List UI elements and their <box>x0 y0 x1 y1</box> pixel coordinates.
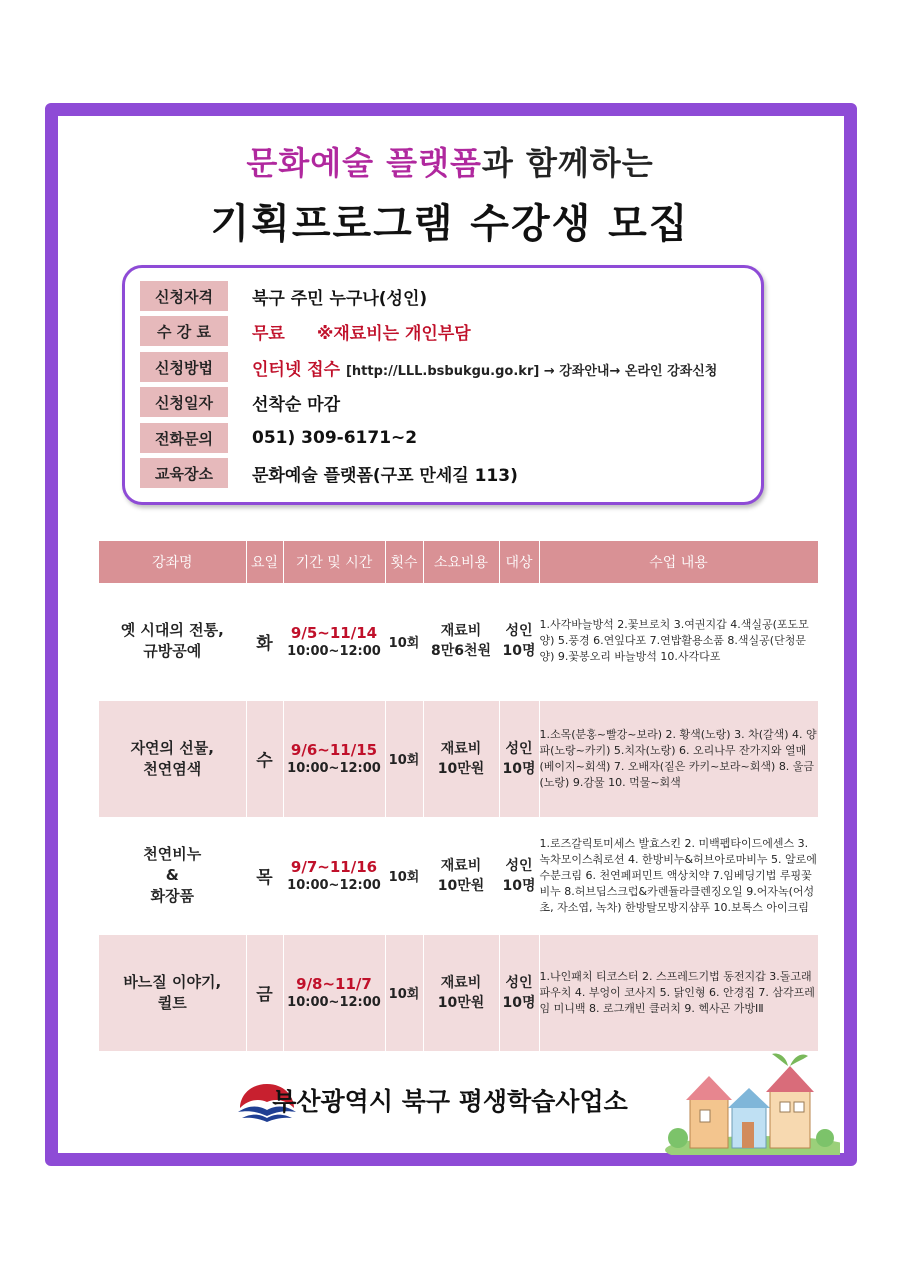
course-name-line: & <box>165 866 179 884</box>
info-value <box>252 355 717 380</box>
cost-line: 8만6천원 <box>430 643 492 660</box>
info-label: 신청자격 <box>140 281 228 311</box>
cost-line: 10만원 <box>437 994 485 1011</box>
col-header: 요일 <box>246 541 283 583</box>
course-date: 9/6~11/15 <box>290 741 378 759</box>
col-header: 대상 <box>499 541 539 583</box>
method-value: 인터넷 접수 <box>252 359 341 380</box>
course-name-line: 옛 시대의 전통, <box>120 621 224 640</box>
table-row <box>99 817 818 934</box>
title-highlight: 문화예술 플랫폼 <box>246 144 482 182</box>
course-time: 10:00~12:00 <box>287 761 381 776</box>
course-content: 1.나인패치 티코스터 2. 스프레드기법 동전지갑 3.돌고래 파우치 4. 부엉이 코사지 5. 닭인형 6. 안경집 7. 삼각프레임 미니백 8. 로그캐빈 클러치 9. 헥사곤 가방ⅠⅡ <box>539 934 818 1051</box>
course-cost <box>423 700 499 817</box>
info-value: 051) 309-6171~2 <box>252 428 418 448</box>
cost-line: 재료비 <box>440 857 482 874</box>
course-content: 1.사각바늘방석 2.꽃브로치 3.여권지갑 4.색실공(포도모양) 5.풍경 6.연잎다포 7.연밥활용소품 8.색실공(단청문양) 9.꽃봉오리 바늘방석 10.사각다포 <box>539 583 818 700</box>
houses-illustration-icon <box>660 1050 840 1155</box>
info-row-date <box>140 387 340 417</box>
course-content: 1.로즈갈릭토미세스 발효스킨 2. 미백펩타이드에센스 3.녹차모이스춰로션 4. 한방비누&허브아로마비누 5. 알로에수분크림 6. 천연페퍼민트 액상치약 7.임베딩기법 루핑꽃비누 8.허브딥스크럽&카렌듈라클렌징오일 9.어자녹(어성초, 자소엽, 녹차) 한방탈모방지샴푸 10.보톡스 아이크림 <box>539 817 818 934</box>
info-value: 북구 주민 누구나(성인) <box>252 288 428 309</box>
col-header: 횟수 <box>385 541 423 583</box>
course-time: 10:00~12:00 <box>287 878 381 893</box>
info-label: 신청일자 <box>140 387 228 417</box>
course-cost <box>423 583 499 700</box>
title-rest: 과 함께하는 <box>481 144 654 182</box>
course-cost <box>423 934 499 1051</box>
course-name-line: 자연의 선물, <box>130 738 214 757</box>
course-period <box>283 700 385 817</box>
info-value <box>252 319 471 344</box>
course-name <box>99 583 246 700</box>
cost-line: 10만원 <box>437 760 485 777</box>
course-count: 10회 <box>385 817 423 934</box>
course-table <box>99 541 819 1052</box>
fee-note: ※재료비는 개인부담 <box>316 323 471 344</box>
course-day: 수 <box>246 700 283 817</box>
table-row <box>99 700 818 817</box>
info-label: 전화문의 <box>140 423 228 453</box>
course-target <box>499 700 539 817</box>
target-line: 성인 <box>505 623 533 640</box>
course-date: 9/7~11/16 <box>290 858 378 876</box>
course-name-line: 퀼트 <box>157 993 187 1012</box>
target-line: 성인 <box>505 974 533 991</box>
info-value: 문화예술 플랫폼(구포 만세길 113) <box>252 465 518 486</box>
cost-line: 재료비 <box>440 623 482 640</box>
course-target <box>499 583 539 700</box>
course-day: 화 <box>246 583 283 700</box>
target-line: 성인 <box>505 857 533 874</box>
course-date: 9/8~11/7 <box>296 975 372 993</box>
fee-value: 무료 <box>252 323 285 344</box>
footer-org: 부산광역시 북구 평생학습사업소 <box>272 1087 628 1116</box>
table-header-row <box>99 541 818 583</box>
course-period <box>283 583 385 700</box>
info-label: 교육장소 <box>140 458 228 488</box>
target-line: 10명 <box>502 877 536 894</box>
course-name <box>99 934 246 1051</box>
info-row-phone <box>140 423 417 453</box>
title-line-2: 기획프로그램 수강생 모집 <box>210 201 690 247</box>
target-line: 10명 <box>502 760 536 777</box>
info-label: 신청방법 <box>140 352 228 382</box>
course-count: 10회 <box>385 934 423 1051</box>
table-row <box>99 583 818 700</box>
course-period <box>283 817 385 934</box>
course-day: 목 <box>246 817 283 934</box>
course-name <box>99 700 246 817</box>
col-header: 수업 내용 <box>539 541 818 583</box>
target-line: 10명 <box>502 643 536 660</box>
course-name <box>99 817 246 934</box>
course-count: 10회 <box>385 583 423 700</box>
col-header: 기간 및 시간 <box>283 541 385 583</box>
course-target <box>499 934 539 1051</box>
info-label: 수 강 료 <box>140 316 228 346</box>
target-line: 성인 <box>505 740 533 757</box>
course-count: 10회 <box>385 700 423 817</box>
info-value: 선착순 마감 <box>252 394 341 415</box>
table-row <box>99 934 818 1051</box>
col-header: 소요비용 <box>423 541 499 583</box>
cost-line: 10만원 <box>437 877 485 894</box>
info-row-eligibility <box>140 281 427 311</box>
course-cost <box>423 817 499 934</box>
title-line-1 <box>0 138 900 184</box>
course-name-line: 천연염색 <box>143 759 202 778</box>
cost-line: 재료비 <box>440 974 482 991</box>
cost-line: 재료비 <box>440 740 482 757</box>
course-name-line: 화장품 <box>150 887 194 905</box>
course-time: 10:00~12:00 <box>287 995 381 1010</box>
target-line: 10명 <box>502 994 536 1011</box>
course-time: 10:00~12:00 <box>287 643 381 659</box>
course-date: 9/5~11/14 <box>290 623 378 642</box>
info-row-place <box>140 458 518 488</box>
course-name-line: 규방공예 <box>143 642 202 661</box>
course-day: 금 <box>246 934 283 1051</box>
course-period <box>283 934 385 1051</box>
info-row-method <box>140 352 717 382</box>
method-note: [http://LLL.bsbukgu.go.kr] → 강좌안내→ 온라인 강좌신청 <box>345 363 718 379</box>
col-header: 강좌명 <box>99 541 246 583</box>
info-row-fee <box>140 316 471 346</box>
course-content: 1.소목(분홍~빨강~보라) 2. 황색(노랑) 3. 차(갈색) 4. 양파(노랑~카키) 5.치자(노랑) 6. 오리나무 잔가지와 열매(베이지~회색) 7. 오배자(짙은 카키~보라~회색) 8. 울금(노랑) 9.감물 10. 먹물~회색 <box>539 700 818 817</box>
course-target <box>499 817 539 934</box>
course-name-line: 천연비누 <box>143 845 202 863</box>
course-name-line: 바느질 이야기, <box>123 972 222 991</box>
